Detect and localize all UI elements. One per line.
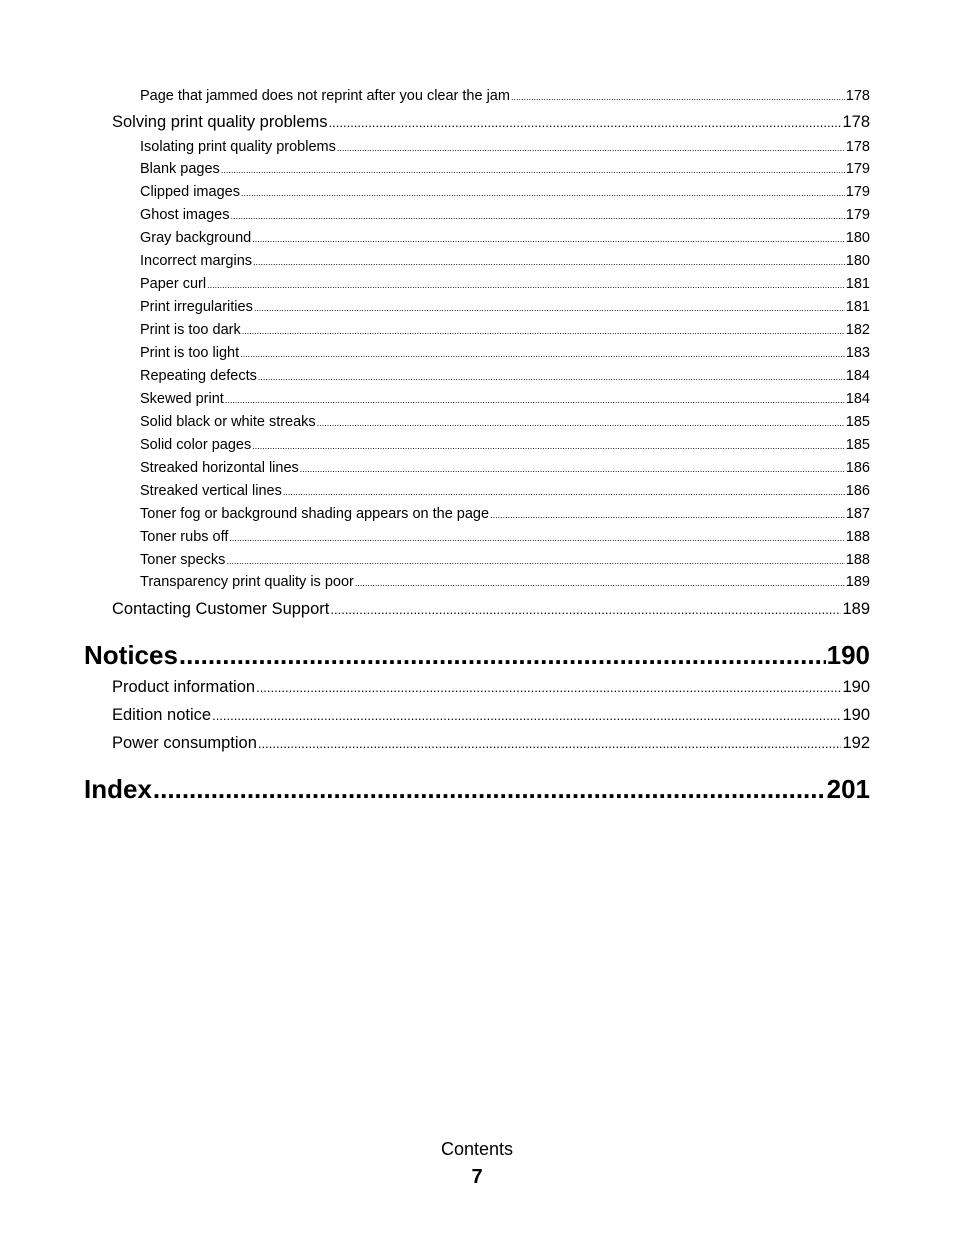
toc-entry-title: Repeating defects	[140, 368, 257, 384]
toc-entry-title: Streaked vertical lines	[140, 483, 282, 499]
toc-entry-page: 184	[845, 391, 870, 407]
toc-entry-title: Toner rubs off	[140, 529, 229, 545]
dot-leader	[212, 708, 841, 723]
toc-entry-page: 183	[845, 345, 870, 361]
dot-leader	[225, 395, 845, 405]
toc-entry-page: 181	[845, 276, 870, 292]
toc-entry-page: 180	[845, 253, 870, 269]
toc-entry[interactable]	[140, 322, 870, 342]
toc-entry[interactable]	[140, 506, 870, 526]
toc-entry[interactable]	[140, 483, 870, 503]
dot-leader	[258, 736, 842, 751]
toc-entry[interactable]	[140, 88, 870, 108]
toc-entry[interactable]	[112, 706, 870, 728]
toc-entry-title: Print is too dark	[140, 322, 241, 338]
toc-entry-page: 179	[845, 184, 870, 200]
toc-entry-title: Toner fog or background shading appears on the page	[140, 506, 490, 522]
toc-entry-page: 185	[845, 437, 870, 453]
toc-entry-title: Print is too light	[140, 345, 240, 361]
toc-entry-title: Transparency print quality is poor	[140, 574, 354, 590]
dot-leader	[229, 533, 844, 543]
toc-entry[interactable]	[140, 230, 870, 250]
toc-entry-title: Edition notice	[112, 706, 212, 724]
dot-leader	[153, 774, 826, 805]
toc-entry-title: Incorrect margins	[140, 253, 253, 269]
toc-entry[interactable]	[140, 299, 870, 319]
dot-leader	[252, 441, 845, 451]
toc-chapter-title: Notices	[84, 640, 178, 670]
toc-entry[interactable]	[140, 437, 870, 457]
toc-entry-page: 178	[845, 139, 870, 155]
toc-entry-title: Contacting Customer Support	[112, 600, 330, 618]
toc-entry-page: 184	[845, 368, 870, 384]
toc-entry[interactable]	[140, 552, 870, 572]
toc-entry-title: Blank pages	[140, 161, 220, 177]
toc-entry-title: Solid black or white streaks	[140, 414, 316, 430]
toc-entry-title: Page that jammed does not reprint after you clear the jam	[140, 88, 510, 104]
dot-leader	[490, 510, 845, 520]
dot-leader	[253, 257, 845, 267]
toc-entry-page: 192	[842, 734, 870, 752]
toc-entry-page: 178	[845, 88, 870, 104]
toc-entry-page: 189	[842, 600, 870, 618]
dot-leader	[240, 349, 845, 359]
toc-entry-page: 179	[845, 207, 870, 223]
dot-leader	[207, 280, 845, 290]
toc-entry-page: 190	[842, 678, 870, 696]
toc-entry[interactable]	[140, 139, 870, 159]
toc-entry[interactable]	[140, 529, 870, 549]
toc-entry-title: Product information	[112, 678, 256, 696]
toc-entry[interactable]	[140, 207, 870, 227]
dot-leader	[317, 418, 845, 428]
toc-entry-title: Gray background	[140, 230, 252, 246]
dot-leader	[283, 487, 845, 497]
toc-entry[interactable]	[140, 574, 870, 594]
toc-entry[interactable]	[140, 391, 870, 411]
dot-leader	[221, 165, 845, 175]
toc-chapter-entry[interactable]	[84, 774, 870, 806]
toc-entry[interactable]	[112, 113, 870, 135]
dot-leader	[242, 326, 845, 336]
toc-entry[interactable]	[112, 600, 870, 622]
dot-leader	[252, 234, 845, 244]
toc-entry-page: 180	[845, 230, 870, 246]
dot-leader	[179, 640, 826, 671]
toc-entry-page: 178	[842, 113, 870, 131]
toc-entry[interactable]	[140, 276, 870, 296]
dot-leader	[254, 303, 845, 313]
toc-entry-page: 188	[845, 552, 870, 568]
dot-leader	[355, 578, 845, 588]
toc-entry-page: 185	[845, 414, 870, 430]
toc-entry-title: Solving print quality problems	[112, 113, 328, 131]
dot-leader	[258, 372, 845, 382]
toc-entry-page: 182	[845, 322, 870, 338]
toc-entry-title: Print irregularities	[140, 299, 253, 315]
dot-leader	[511, 92, 845, 102]
toc-entry[interactable]	[140, 368, 870, 388]
toc-entry-title: Solid color pages	[140, 437, 252, 453]
toc-chapter-entry[interactable]	[84, 640, 870, 672]
dot-leader	[330, 602, 841, 617]
toc-entry[interactable]	[140, 345, 870, 365]
toc-entry-page: 186	[845, 460, 870, 476]
toc-entry-title: Paper curl	[140, 276, 207, 292]
dot-leader	[241, 188, 845, 198]
toc-entry[interactable]	[140, 184, 870, 204]
toc-entry[interactable]	[140, 460, 870, 480]
toc-entry-title: Skewed print	[140, 391, 224, 407]
toc-entry-title: Power consumption	[112, 734, 257, 752]
toc-entry-page: 187	[845, 506, 870, 522]
toc-entry[interactable]	[112, 734, 870, 756]
toc-entry-title: Isolating print quality problems	[140, 139, 336, 155]
toc-entry[interactable]	[140, 414, 870, 434]
toc-entry-page: 186	[845, 483, 870, 499]
dot-leader	[329, 115, 842, 130]
toc-entry[interactable]	[140, 161, 870, 181]
toc-entry-title: Streaked horizontal lines	[140, 460, 299, 476]
footer-section-title: Contents	[440, 1139, 514, 1159]
dot-leader	[300, 464, 845, 474]
footer-page-number: 7	[471, 1166, 483, 1188]
dot-leader	[256, 680, 841, 695]
toc-entry-title: Ghost images	[140, 207, 230, 223]
toc-entry-page: 188	[845, 529, 870, 545]
toc-entry-page: 189	[845, 574, 870, 590]
toc-chapter-page: 190	[826, 640, 870, 670]
dot-leader	[226, 556, 844, 566]
toc-chapter-title: Index	[84, 774, 152, 804]
toc-entry-page: 181	[845, 299, 870, 315]
toc-entry[interactable]	[140, 253, 870, 273]
toc-entry-title: Toner specks	[140, 552, 226, 568]
toc-chapter-page: 201	[826, 774, 870, 804]
dot-leader	[230, 211, 844, 221]
toc-entry-page: 190	[842, 706, 870, 724]
toc-entry[interactable]	[112, 678, 870, 700]
toc-entry-title: Clipped images	[140, 184, 240, 200]
toc-entry-page: 179	[845, 161, 870, 177]
dot-leader	[337, 143, 845, 153]
